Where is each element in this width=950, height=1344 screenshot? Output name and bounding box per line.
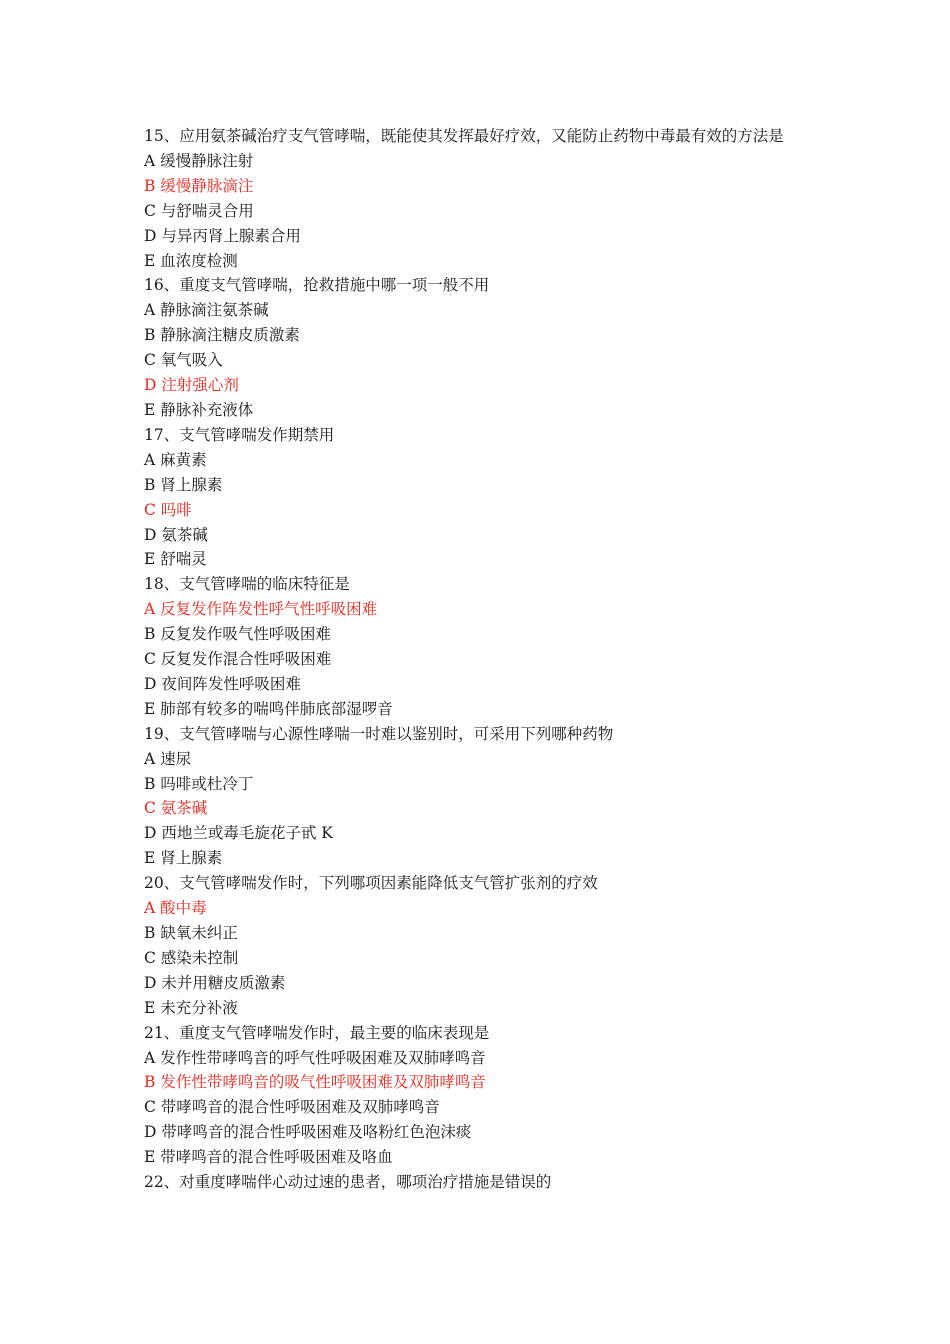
question-block	[144, 273, 816, 422]
answer-option-correct: C 吗啡	[144, 500, 192, 519]
answer-option: D 未并用糖皮质激素	[144, 973, 286, 992]
answer-option: E 肺部有较多的喘鸣伴肺底部湿啰音	[144, 699, 393, 718]
answer-option: C 反复发作混合性呼吸困难	[144, 650, 332, 669]
answer-option: D 氨茶碱	[144, 525, 208, 544]
question-block	[144, 722, 816, 871]
question-stem: 21、重度支气管哮喘发作时，最主要的临床表现是	[144, 1023, 490, 1042]
question-block	[144, 572, 816, 721]
answer-option-correct: B 缓慢静脉滴注	[144, 176, 254, 195]
answer-option-correct: B 发作性带哮鸣音的吸气性呼吸困难及双肺哮鸣音	[144, 1073, 486, 1092]
answer-option: C 感染未控制	[144, 948, 239, 967]
answer-option: C 氧气吸入	[144, 351, 223, 370]
answer-option: E 肾上腺素	[144, 849, 223, 868]
question-stem: 22、对重度哮喘伴心动过速的患者，哪项治疗措施是错误的	[144, 1173, 552, 1192]
answer-option: B 静脉滴注糖皮质激素	[144, 326, 300, 345]
answer-option: D 西地兰或毒毛旋花子甙 K	[144, 824, 333, 843]
answer-option: E 静脉补充液体	[144, 400, 254, 419]
answer-option-correct: A 反复发作阵发性呼气性呼吸困难	[144, 600, 378, 619]
answer-option: D 夜间阵发性呼吸困难	[144, 674, 301, 693]
answer-option: C 带哮鸣音的混合性呼吸困难及双肺哮鸣音	[144, 1098, 440, 1117]
question-block	[144, 1021, 816, 1170]
answer-option: E 舒喘灵	[144, 550, 207, 569]
question-document	[144, 124, 816, 1195]
answer-option: B 反复发作吸气性呼吸困难	[144, 625, 331, 644]
answer-option: E 带哮鸣音的混合性呼吸困难及咯血	[144, 1148, 393, 1167]
answer-option-correct: C 氨茶碱	[144, 799, 208, 818]
answer-option: A 发作性带哮鸣音的呼气性呼吸困难及双肺哮鸣音	[144, 1048, 486, 1067]
question-stem: 17、支气管哮喘发作期禁用	[144, 425, 335, 444]
answer-option: A 麻黄素	[144, 450, 207, 469]
question-block	[144, 1170, 816, 1195]
answer-option: B 肾上腺素	[144, 475, 223, 494]
question-stem: 15、应用氨茶碱治疗支气管哮喘，既能使其发挥最好疗效，又能防止药物中毒最有效的方法是	[144, 127, 784, 145]
answer-option-correct: D 注射强心剂	[144, 376, 239, 395]
question-block	[144, 871, 816, 1020]
answer-option: A 静脉滴注氨茶碱	[144, 301, 269, 320]
answer-option: D 带哮鸣音的混合性呼吸困难及咯粉红色泡沫痰	[144, 1123, 472, 1142]
question-stem: 18、支气管哮喘的临床特征是	[144, 575, 350, 594]
answer-option: E 血浓度检测	[144, 251, 238, 270]
answer-option: A 速尿	[144, 749, 192, 768]
answer-option: D 与异丙肾上腺素合用	[144, 226, 301, 245]
answer-option: E 未充分补液	[144, 998, 238, 1017]
answer-option: B 缺氧未纠正	[144, 924, 238, 942]
question-stem: 16、重度支气管哮喘，抢救措施中哪一项一般不用	[144, 276, 490, 295]
answer-option: C 与舒喘灵合用	[144, 201, 254, 220]
question-block	[144, 423, 816, 572]
question-stem: 19、支气管哮喘与心源性哮喘一时难以鉴别时，可采用下列哪种药物	[144, 724, 614, 743]
question-block	[144, 124, 816, 273]
answer-option: A 缓慢静脉注射	[144, 151, 254, 170]
question-stem: 20、支气管哮喘发作时，下列哪项因素能降低支气管扩张剂的疗效	[144, 874, 598, 893]
answer-option-correct: A 酸中毒	[144, 899, 207, 918]
answer-option: B 吗啡或杜冷丁	[144, 774, 254, 793]
